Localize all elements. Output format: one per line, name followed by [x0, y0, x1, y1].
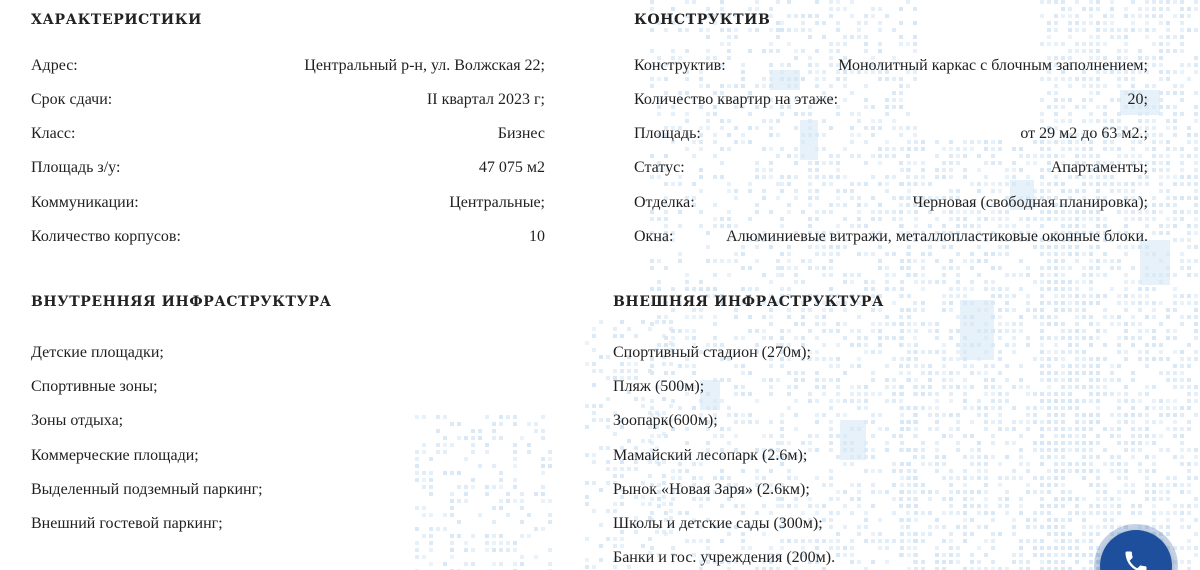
row-label: Окна:	[634, 228, 674, 245]
list-item: Коммерческие площади;	[31, 447, 199, 464]
list-item: Зоны отдыха;	[31, 412, 124, 429]
row-label: Отделка:	[634, 194, 695, 211]
row-label: Площадь з/у:	[31, 159, 121, 176]
list-item: Детские площадки;	[31, 344, 164, 361]
external-infrastructure-section	[613, 294, 1093, 570]
row-value: Центральный р-н, ул. Волжская 22;	[304, 57, 545, 74]
row-value: Черновая (свободная планировка);	[912, 194, 1148, 211]
row-label: Класс:	[31, 125, 76, 142]
construction-heading: КОНСТРУКТИВ	[634, 12, 771, 28]
characteristics-row	[31, 191, 545, 215]
characteristics-row	[31, 122, 545, 146]
row-label: Количество корпусов:	[31, 228, 181, 245]
list-item: Спортивные зоны;	[31, 378, 158, 395]
characteristics-heading: ХАРАКТЕРИСТИКИ	[31, 12, 202, 28]
characteristics-row	[31, 156, 545, 180]
row-label: Срок сдачи:	[31, 91, 113, 108]
row-value: Монолитный каркас с блочным заполнением;	[838, 57, 1148, 74]
list-item: Пляж (500м);	[613, 378, 705, 395]
row-label: Статус:	[634, 159, 685, 176]
characteristics-row	[31, 225, 545, 249]
construction-row	[634, 54, 1148, 78]
construction-row	[634, 156, 1148, 180]
row-value: от 29 м2 до 63 м2.;	[1020, 125, 1148, 142]
list-item: Рынок «Новая Заря» (2.6км);	[613, 481, 810, 498]
construction-section	[634, 12, 1148, 252]
list-item: Мамайский лесопарк (2.6м);	[613, 447, 808, 464]
internal-infrastructure-heading: ВНУТРЕННЯЯ ИНФРАСТРУКТУРА	[31, 294, 332, 310]
row-label: Количество квартир на этаже:	[634, 91, 839, 108]
construction-row	[634, 191, 1148, 215]
characteristics-row	[31, 88, 545, 112]
row-value: 47 075 м2	[478, 159, 545, 176]
list-item: Школы и детские сады (300м);	[613, 515, 823, 532]
external-infrastructure-heading: ВНЕШНЯЯ ИНФРАСТРУКТУРА	[613, 294, 885, 310]
row-value: Апартаменты;	[1050, 159, 1148, 176]
phone-icon	[1122, 548, 1150, 570]
characteristics-row	[31, 54, 545, 78]
row-label: Конструктив:	[634, 57, 726, 74]
row-value: Алюминиевые витражи, металлопластиковые оконные блоки.	[726, 228, 1148, 245]
row-value: 10	[529, 228, 545, 245]
characteristics-section	[31, 12, 545, 252]
row-value: Бизнес	[497, 125, 545, 142]
list-item: Банки и гос. учреждения (200м).	[613, 549, 836, 566]
row-label: Коммуникации:	[31, 194, 139, 211]
row-label: Адрес:	[31, 57, 78, 74]
internal-infrastructure-section	[31, 294, 551, 544]
row-value: 20;	[1127, 91, 1148, 108]
construction-row	[634, 88, 1148, 112]
row-value: Центральные;	[449, 194, 545, 211]
list-item: Зоопарк(600м);	[613, 412, 718, 429]
list-item: Спортивный стадион (270м);	[613, 344, 811, 361]
row-value: II квартал 2023 г;	[426, 91, 545, 108]
list-item: Выделенный подземный паркинг;	[31, 481, 263, 498]
construction-row	[634, 122, 1148, 146]
list-item: Внешний гостевой паркинг;	[31, 515, 223, 532]
row-label: Площадь:	[634, 125, 701, 142]
construction-row	[634, 225, 1148, 249]
